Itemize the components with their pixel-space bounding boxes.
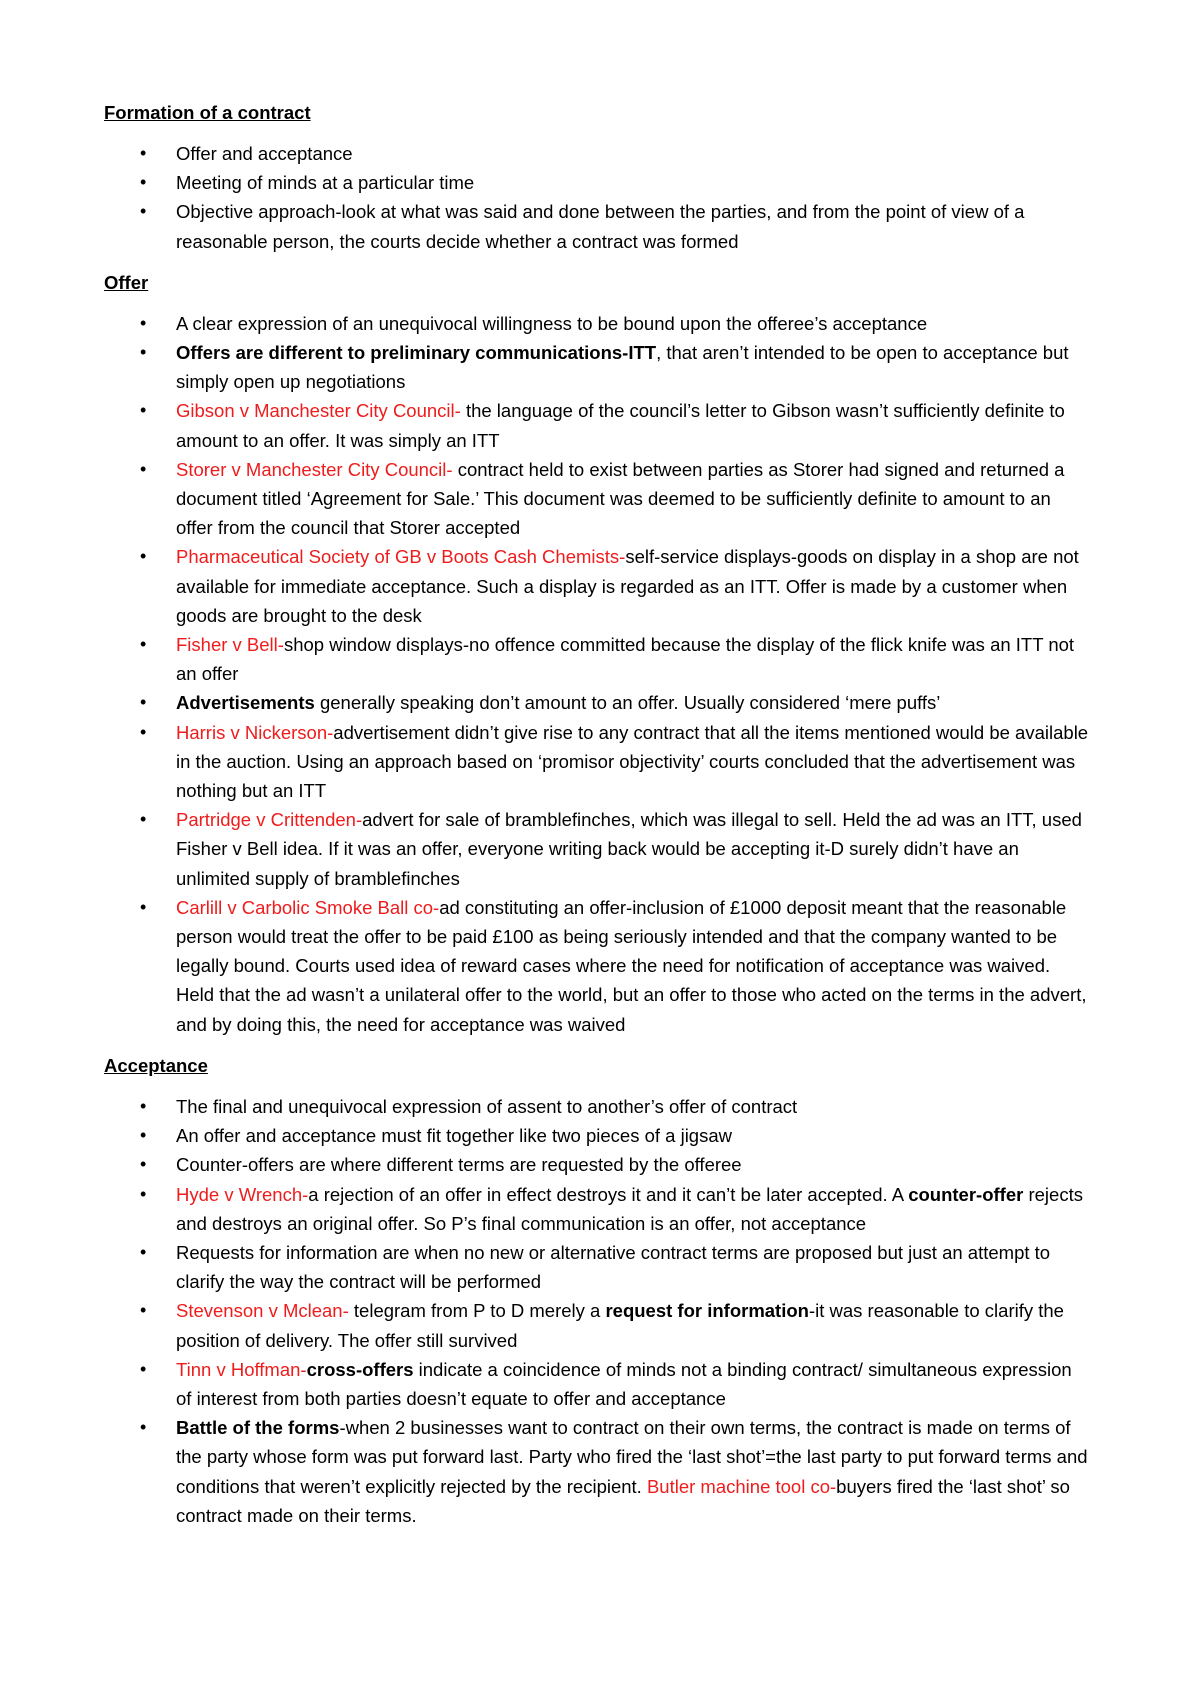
bullet-item [104, 805, 1090, 893]
section-heading: Offer [104, 271, 149, 293]
bullet-item [104, 1296, 1090, 1354]
bullet-item [104, 197, 1090, 255]
body-text: buyers fired the ‘last shot’ so contract made on their terms. [176, 1475, 1070, 1526]
body-text: Meeting of minds at a particular time [176, 172, 475, 194]
body-text: self-service displays-goods on display in a shop are not available for immediate acceptance. Such a display is regarded as an ITT. Offer is made by a customer when goods are brought to the desk [176, 546, 1079, 626]
bullet-item [104, 455, 1090, 543]
body-text: A clear expression of an unequivocal willingness to be bound upon the offeree’s acceptance [176, 312, 928, 334]
bold-text: request for information [605, 1300, 809, 1322]
body-text: ad constituting an offer-inclusion of £1000 deposit meant that the reasonable person would treat the offer to be paid £100 as being seriously intended and that the company wanted to be legally bound. Courts used idea of reward cases where the need for notification of acceptance was waived. Held that the ad wasn’t a unilateral offer to the world, but an offer to those who acted on the terms in the advert, and by doing this, the need for acceptance was waived [176, 896, 1087, 1035]
case-name: Storer v Manchester City Council- [176, 458, 453, 480]
case-name: Harris v Nickerson- [176, 721, 334, 743]
body-text: advertisement didn’t give rise to any contract that all the items mentioned would be available in the auction. Using an approach based on ‘promisor objectivity’ courts concluded that the advertisement was nothing but an ITT [176, 721, 1089, 802]
bullet-item [104, 1413, 1090, 1530]
bullet-item [104, 168, 1090, 197]
body-text: Counter-offers are where different terms are requested by the offeree [176, 1154, 742, 1176]
body-text: Objective approach-look at what was said and done between the parties, and from the point of view of a reasonable person, the courts decide whether a contract was formed [176, 201, 1025, 252]
case-name: Butler machine tool co- [646, 1475, 837, 1497]
body-text: a rejection of an offer in effect destroys it and it can’t be later accepted. A [308, 1183, 909, 1205]
body-text: shop window displays-no offence committed because the display of the flick knife was an ITT not an offer [176, 634, 1075, 685]
bullet-item [104, 1150, 1090, 1179]
body-text: contract held to exist between parties as Storer had signed and returned a document titled ‘Agreement for Sale.’ This document was deemed to be sufficiently definite to amount to an offer from the council that Storer accepted [176, 458, 1065, 539]
bold-text: Advertisements [176, 692, 315, 714]
body-text: An offer and acceptance must fit together like two pieces of a jigsaw [176, 1125, 732, 1147]
section-heading: Acceptance [104, 1054, 208, 1076]
body-text: generally speaking don’t amount to an offer. Usually considered ‘mere puffs’ [314, 692, 941, 714]
bold-text: Battle of the forms [176, 1417, 340, 1439]
bullet-list [104, 309, 1090, 1039]
body-text: telegram from P to D merely a [348, 1300, 606, 1322]
case-name: Gibson v Manchester City Council- [176, 400, 461, 422]
body-text: indicate a coincidence of minds not a binding contract/ simultaneous expression of interest from both parties doesn’t equate to offer and acceptance [176, 1358, 1072, 1409]
bullet-item [104, 630, 1090, 688]
body-text: Offer and acceptance [176, 143, 353, 164]
section-2 [104, 1051, 1090, 1530]
case-name: Partridge v Crittenden- [176, 809, 363, 831]
bold-text: cross-offers [306, 1358, 414, 1380]
bullet-item [104, 1092, 1090, 1121]
case-name: Stevenson v Mclean- [176, 1300, 349, 1322]
section-heading: Formation of a contract [104, 102, 311, 123]
body-text: the language of the council’s letter to Gibson wasn’t sufficiently definite to amount to an offer. It was simply an ITT [176, 400, 1065, 451]
bullet-item [104, 542, 1090, 630]
body-text: rejects and destroys an original offer. So P’s final communication is an offer, not acceptance [176, 1183, 1083, 1234]
case-name: Hyde v Wrench- [176, 1183, 309, 1205]
bullet-list [104, 139, 1090, 256]
bold-text: Offers are different to preliminary communications-ITT [176, 342, 657, 364]
body-text: , that aren’t intended to be open to acceptance but simply open up negotiations [176, 342, 1069, 393]
section-0 [104, 98, 1090, 256]
case-name: Carlill v Carbolic Smoke Ball co- [176, 896, 440, 918]
bullet-item [104, 893, 1090, 1039]
body-text: The final and unequivocal expression of assent to another’s offer of contract [176, 1095, 798, 1117]
bullet-item [104, 1355, 1090, 1413]
case-name: Pharmaceutical Society of GB v Boots Cash Chemists- [176, 546, 626, 568]
case-name: Fisher v Bell- [176, 634, 284, 656]
section-1 [104, 268, 1090, 1039]
bullet-item [104, 1121, 1090, 1150]
bullet-item [104, 396, 1090, 454]
bold-text: counter-offer [908, 1183, 1024, 1205]
body-text: advert for sale of bramblefinches, which was illegal to sell. Held the ad was an ITT, used Fisher v Bell idea. If it was an offer, everyone writing back would be accepting it-D surely didn’t have an unlimited supply of bramblefinches [176, 809, 1082, 889]
bullet-item [104, 338, 1090, 396]
bullet-item [104, 1238, 1090, 1296]
bullet-item [104, 688, 1090, 717]
body-text: -it was reasonable to clarify the position of delivery. The offer still survived [176, 1300, 1064, 1351]
bullet-item [104, 139, 1090, 168]
body-text: -when 2 businesses want to contract on their own terms, the contract is made on terms of the party whose form was put forward last. Party who fired the ‘last shot’=the last party to put forward terms and conditions that weren’t explicitly rejected by the recipient. [176, 1417, 1088, 1497]
bullet-item [104, 309, 1090, 338]
bullet-list [104, 1092, 1090, 1530]
body-text: Requests for information are when no new or alternative contract terms are proposed but just an attempt to clarify the way the contract will be performed [176, 1241, 1051, 1293]
case-name: Tinn v Hoffman- [176, 1358, 307, 1380]
bullet-item [104, 718, 1090, 806]
bullet-item [104, 1180, 1090, 1238]
